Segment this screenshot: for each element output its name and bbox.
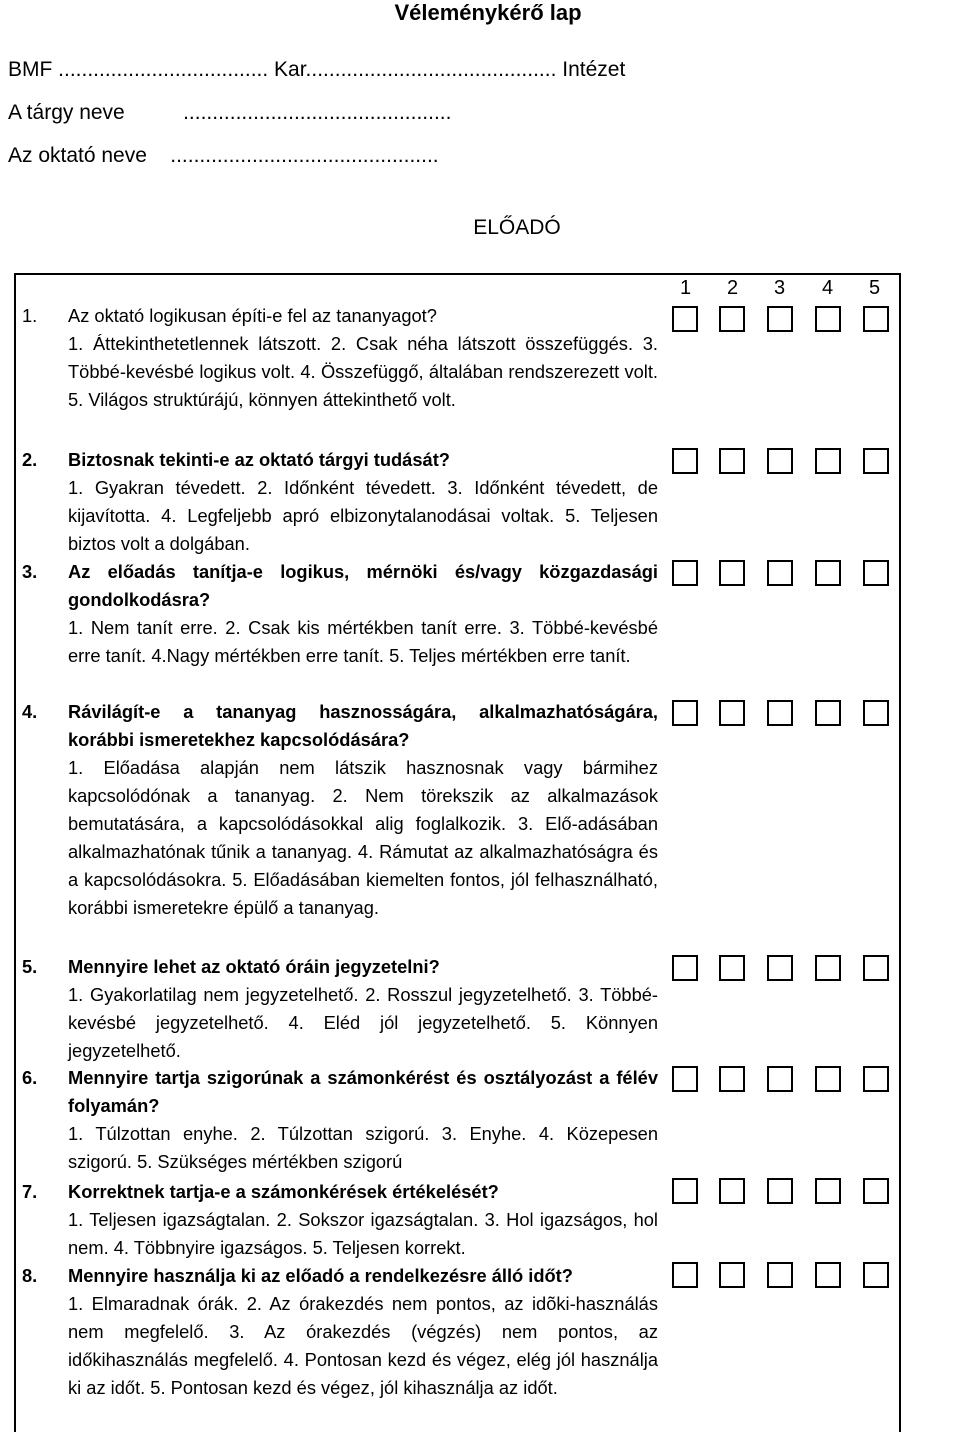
question-number: 6. bbox=[22, 1067, 38, 1088]
rating-checkbox-3[interactable] bbox=[767, 700, 793, 726]
question-number: 5. bbox=[22, 956, 38, 977]
header-teacher-line: Az oktató neve .............................................. bbox=[8, 144, 439, 167]
rating-checkbox-4[interactable] bbox=[815, 306, 841, 332]
form-title: Véleménykérő lap bbox=[394, 0, 582, 25]
rating-checkbox-3[interactable] bbox=[767, 1178, 793, 1204]
rating-checkbox-1[interactable] bbox=[672, 1066, 698, 1092]
scale-label-5: 5 bbox=[869, 277, 881, 299]
question-number: 8. bbox=[22, 1265, 38, 1286]
question-1 bbox=[22, 302, 658, 414]
question-scale-description: 1. Teljesen igazságtalan. 2. Sokszor igazságtalan. 3. Hol igazságos, hol nem. 4. Többnyire igazságos. 5. Teljesen korrekt. bbox=[68, 1209, 658, 1258]
rating-checkbox-3[interactable] bbox=[767, 448, 793, 474]
rating-checkbox-1[interactable] bbox=[672, 306, 698, 332]
section-title: ELŐADÓ bbox=[473, 216, 561, 239]
rating-checkbox-2[interactable] bbox=[719, 700, 745, 726]
question-8 bbox=[22, 1262, 658, 1402]
scale-label-3: 3 bbox=[774, 277, 786, 299]
rating-checkbox-2[interactable] bbox=[719, 306, 745, 332]
question-text: Korrektnek tartja-e a számonkérések értékelését? bbox=[68, 1181, 499, 1202]
question-text: Az oktató logikusan építi-e fel az tananyagot? bbox=[68, 305, 437, 326]
rating-checkbox-5[interactable] bbox=[863, 1262, 889, 1288]
question-scale-description: 1. Gyakorlatilag nem jegyzetelhető. 2. Rosszul jegyzetelhető. 3. Többé-kevésbé jegyzetelhető. 4. Eléd jól jegyzetelhető. 5. Könnyen jegyzetelhető. bbox=[68, 984, 658, 1061]
rating-checkbox-3[interactable] bbox=[767, 955, 793, 981]
rating-checkbox-1[interactable] bbox=[672, 560, 698, 586]
rating-checkbox-3[interactable] bbox=[767, 306, 793, 332]
rating-checkbox-3[interactable] bbox=[767, 1262, 793, 1288]
rating-checkbox-2[interactable] bbox=[719, 955, 745, 981]
question-text: Az előadás tanítja-e logikus, mérnöki és/vagy közgazdasági gondolkodásra? bbox=[68, 561, 658, 610]
rating-checkbox-3[interactable] bbox=[767, 1066, 793, 1092]
question-text: Rávilágít-e a tananyag hasznosságára, alkalmazhatóságára, korábbi ismeretekhez kapcsolódására? bbox=[68, 701, 658, 750]
question-scale-description: 1. Előadása alapján nem látszik hasznosnak vagy bármihez kapcsolódónak a tananyag. 2. Nem törekszik az alkalmazások bemutatására, a kapcsolódásokkal alig foglalkozik. 3. Elő-adásában alkalmazhatónak tűnik a tananyag. 4. Rámutat az alkalmazhatóságra és a kapcsolódásokra. 5. Előadásában kiemelten fontos, jól felhasználható, korábbi ismeretekre épülő a tananyag. bbox=[68, 757, 658, 918]
rating-checkbox-4[interactable] bbox=[815, 560, 841, 586]
rating-checkbox-5[interactable] bbox=[863, 955, 889, 981]
rating-checkbox-5[interactable] bbox=[863, 1066, 889, 1092]
header-faculty-line: BMF .................................... Kar........................................... Intézet bbox=[8, 58, 626, 81]
question-scale-description: 1. Áttekinthetetlennek látszott. 2. Csak néha látszott összefüggés. 3. Többé-kevésbé logikus volt. 4. Összefüggő, általában rendszerezett volt. 5. Világos struktúrájú, könnyen áttekinthető volt. bbox=[68, 333, 658, 410]
rating-checkbox-1[interactable] bbox=[672, 700, 698, 726]
scale-label-2: 2 bbox=[727, 277, 739, 299]
rating-checkbox-4[interactable] bbox=[815, 1178, 841, 1204]
question-2 bbox=[22, 446, 658, 558]
rating-checkbox-2[interactable] bbox=[719, 1066, 745, 1092]
question-scale-description: 1. Gyakran tévedett. 2. Időnként tévedett. 3. Időnként tévedett, de kijavította. 4. Legfeljebb apró elbizonytalanodásai voltak. 5. Teljesen biztos volt a dolgában. bbox=[68, 477, 658, 554]
question-4 bbox=[22, 698, 658, 922]
question-number: 3. bbox=[22, 561, 38, 582]
rating-checkbox-1[interactable] bbox=[672, 955, 698, 981]
question-number: 2. bbox=[22, 449, 38, 470]
rating-checkbox-2[interactable] bbox=[719, 1262, 745, 1288]
scale-label-4: 4 bbox=[822, 277, 834, 299]
rating-checkbox-5[interactable] bbox=[863, 700, 889, 726]
header-subject-line: A tárgy neve .............................................. bbox=[8, 101, 452, 124]
question-3 bbox=[22, 558, 658, 670]
rating-checkbox-4[interactable] bbox=[815, 955, 841, 981]
question-7 bbox=[22, 1178, 658, 1262]
question-6 bbox=[22, 1064, 658, 1176]
scale-label-1: 1 bbox=[680, 277, 692, 299]
rating-checkbox-4[interactable] bbox=[815, 448, 841, 474]
question-scale-description: 1. Nem tanít erre. 2. Csak kis mértékben tanít erre. 3. Többé-kevésbé erre tanít. 4.Nagy mértékben erre tanít. 5. Teljes mértékben erre tanít. bbox=[68, 617, 658, 666]
rating-checkbox-5[interactable] bbox=[863, 306, 889, 332]
rating-checkbox-5[interactable] bbox=[863, 1178, 889, 1204]
rating-checkbox-1[interactable] bbox=[672, 1262, 698, 1288]
rating-checkbox-2[interactable] bbox=[719, 560, 745, 586]
rating-checkbox-5[interactable] bbox=[863, 448, 889, 474]
rating-checkbox-1[interactable] bbox=[672, 1178, 698, 1204]
question-number: 4. bbox=[22, 701, 38, 722]
rating-checkbox-3[interactable] bbox=[767, 560, 793, 586]
rating-checkbox-5[interactable] bbox=[863, 560, 889, 586]
question-text: Mennyire lehet az oktató óráin jegyzetelni? bbox=[68, 956, 440, 977]
question-number: 1. bbox=[22, 305, 38, 326]
rating-checkbox-2[interactable] bbox=[719, 448, 745, 474]
rating-checkbox-4[interactable] bbox=[815, 1262, 841, 1288]
question-5 bbox=[22, 953, 658, 1065]
question-text: Mennyire tartja szigorúnak a számonkérést és osztályozást a félév folyamán? bbox=[68, 1067, 658, 1116]
rating-checkbox-4[interactable] bbox=[815, 700, 841, 726]
question-text: Mennyire használja ki az előadó a rendelkezésre álló időt? bbox=[68, 1265, 573, 1286]
rating-checkbox-2[interactable] bbox=[719, 1178, 745, 1204]
rating-checkbox-1[interactable] bbox=[672, 448, 698, 474]
rating-checkbox-4[interactable] bbox=[815, 1066, 841, 1092]
question-number: 7. bbox=[22, 1181, 38, 1202]
question-scale-description: 1. Elmaradnak órák. 2. Az órakezdés nem pontos, az idõki-használás nem megfelelő. 3. Az órakezdés (végzés) nem pontos, az időkihasználás megfelelő. 4. Pontosan kezd és végez, elég jól használja ki az időt. 5. Pontosan kezd és végez, jól kihasználja az időt. bbox=[68, 1293, 658, 1398]
question-text: Biztosnak tekinti-e az oktató tárgyi tudását? bbox=[68, 449, 450, 470]
question-scale-description: 1. Túlzottan enyhe. 2. Túlzottan szigorú. 3. Enyhe. 4. Közepesen szigorú. 5. Szükséges mértékben szigorú bbox=[68, 1123, 658, 1172]
